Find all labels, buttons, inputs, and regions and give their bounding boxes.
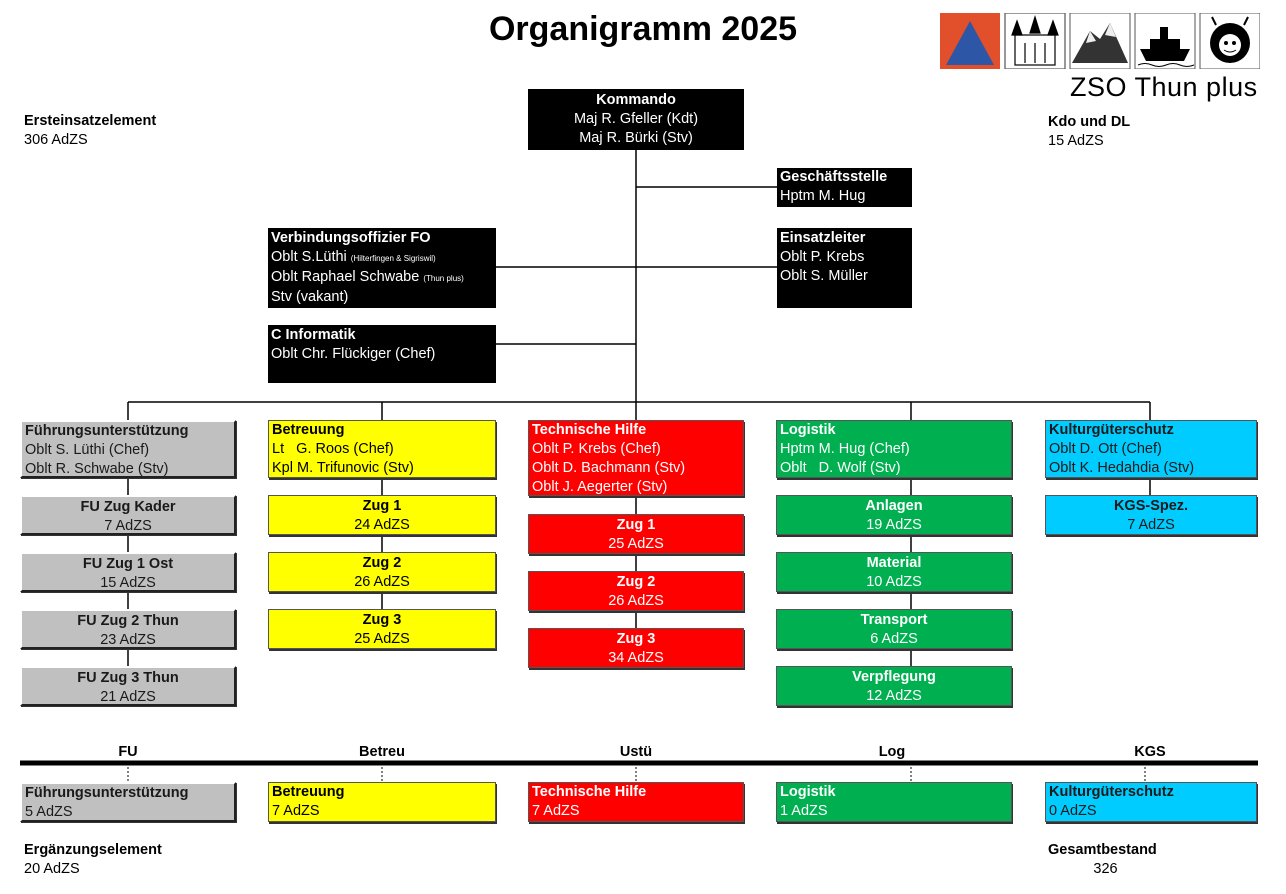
kgs-head-line1: Oblt D. Ott (Chef)	[1049, 441, 1162, 457]
civil-protection-triangle-logo	[940, 13, 1000, 69]
logistik-unit-name: Transport	[860, 612, 928, 628]
kgs-head-box	[1045, 420, 1257, 478]
logistik-head-box	[776, 420, 1012, 478]
kgs-unit-box	[1045, 495, 1257, 535]
betreuung-unit-box	[268, 495, 496, 535]
fu-head-title: Führungsunterstützung	[25, 423, 189, 439]
einsatzleiter-line2: Oblt S. Müller	[780, 268, 868, 284]
technische-head-box	[528, 420, 744, 496]
bottom-box-technische	[528, 782, 744, 822]
technische-head-line3: Oblt J. Aegerter (Stv)	[532, 479, 668, 495]
technische-unit-box	[528, 571, 744, 611]
kgs-head-title: Kulturgüterschutz	[1049, 422, 1174, 438]
technische-unit-name: Zug 1	[616, 517, 656, 533]
bottom-left-label: Ergänzungselement	[24, 842, 162, 858]
bottom-right-info	[1048, 841, 1163, 879]
right-info	[1048, 113, 1130, 151]
logistik-unit-name: Anlagen	[865, 498, 923, 514]
bottom-box-title: Führungsunterstützung	[25, 785, 189, 801]
verbindungsoffizier-line1: Oblt S.Lüthi	[271, 249, 347, 265]
technische-head-line1: Oblt P. Krebs (Chef)	[532, 441, 661, 457]
technische-unit-name: Zug 3	[616, 631, 656, 647]
bottom-right-value: 326	[1093, 861, 1118, 877]
kommando-title: Kommando	[596, 92, 676, 108]
ship-logo	[1135, 13, 1195, 69]
technische-unit-box	[528, 628, 744, 668]
betreuung-unit-count: 25 AdZS	[354, 631, 410, 647]
technische-unit-count: 34 AdZS	[608, 650, 664, 666]
bottom-box-count: 7 AdZS	[532, 803, 580, 819]
geschaeftsstelle-title: Geschäftsstelle	[780, 169, 888, 185]
informatik-line1: Oblt Chr. Flückiger (Chef)	[271, 346, 436, 362]
left-info-label: Ersteinsatzelement	[24, 113, 157, 129]
fu-unit-count: 7 AdZS	[104, 518, 152, 534]
informatik-title: C Informatik	[271, 327, 356, 343]
verbindungsoffizier-line2-note: (Thun plus)	[423, 274, 464, 283]
bottom-header-ustue: Ustü	[619, 744, 653, 760]
verbindungsoffizier-line1-note: (Hilterfingen & Sigriswil)	[350, 254, 436, 263]
betreuung-head-box	[268, 420, 496, 478]
fu-unit-box	[20, 495, 236, 535]
logistik-unit-count: 10 AdZS	[866, 574, 922, 590]
bottom-header-log: Log	[878, 744, 906, 760]
castle-logo	[1005, 13, 1065, 69]
verbindungsoffizier-line3: Stv (vakant)	[271, 289, 349, 305]
bottom-box-count: 5 AdZS	[25, 804, 73, 820]
bottom-header-kgs: KGS	[1134, 744, 1166, 760]
technische-head-line2: Oblt D. Bachmann (Stv)	[532, 460, 686, 476]
logistik-head-line2: Oblt D. Wolf (Stv)	[780, 460, 901, 476]
bottom-box-title: Betreuung	[272, 784, 345, 800]
betreuung-head-line1: Lt G. Roos (Chef)	[272, 441, 394, 457]
right-info-value: 15 AdZS	[1048, 133, 1104, 149]
betreuung-unit-count: 26 AdZS	[354, 574, 410, 590]
betreuung-unit-box	[268, 609, 496, 649]
bottom-box-count: 0 AdZS	[1049, 803, 1097, 819]
betreuung-unit-name: Zug 1	[362, 498, 402, 514]
fu-unit-name: FU Zug 1 Ost	[82, 556, 174, 572]
brand-name: ZSO Thun plus	[1070, 72, 1258, 102]
bottom-box-betreuung	[268, 782, 496, 822]
fu-unit-name: FU Zug Kader	[80, 499, 176, 515]
bottom-box-fu	[20, 782, 236, 822]
fu-head-line1: Oblt S. Lüthi (Chef)	[25, 442, 150, 458]
fu-unit-name: FU Zug 2 Thun	[77, 613, 179, 629]
technische-unit-box	[528, 514, 744, 554]
verbindungsoffizier-line2: Oblt Raphael Schwabe	[271, 269, 420, 285]
bottom-box-title: Logistik	[780, 784, 836, 800]
logistik-head-title: Logistik	[780, 422, 836, 438]
betreuung-head-title: Betreuung	[272, 422, 345, 438]
bottom-left-info	[24, 841, 162, 879]
betreuung-unit-name: Zug 3	[362, 612, 402, 628]
logistik-unit-count: 6 AdZS	[870, 631, 918, 647]
betreuung-unit-box	[268, 552, 496, 592]
mountain-logo	[1070, 13, 1130, 69]
logistik-unit-box	[776, 666, 1012, 706]
bottom-box-title: Technische Hilfe	[532, 784, 647, 800]
kgs-head-line2: Oblt K. Hedahdia (Stv)	[1049, 460, 1195, 476]
logistik-unit-box	[776, 495, 1012, 535]
einsatzleiter-line1: Oblt P. Krebs	[780, 249, 865, 265]
betreuung-unit-name: Zug 2	[362, 555, 402, 571]
einsatzleiter-title: Einsatzleiter	[780, 230, 866, 246]
fu-head-line2: Oblt R. Schwabe (Stv)	[25, 461, 169, 477]
logistik-head-line1: Hptm M. Hug (Chef)	[780, 441, 910, 457]
left-info	[24, 112, 156, 150]
logistik-unit-count: 19 AdZS	[866, 517, 922, 533]
kommando-line1: Maj R. Gfeller (Kdt)	[573, 111, 699, 127]
geschaeftsstelle-box	[777, 168, 912, 207]
kommando-line2: Maj R. Bürki (Stv)	[579, 130, 693, 146]
logistik-unit-name: Verpflegung	[852, 669, 936, 685]
logistik-unit-box	[776, 609, 1012, 649]
fu-unit-count: 21 AdZS	[100, 689, 156, 705]
informatik-box	[268, 325, 496, 383]
logistik-unit-count: 12 AdZS	[866, 688, 922, 704]
logo-strip	[940, 13, 1260, 69]
technische-head-title: Technische Hilfe	[532, 422, 647, 438]
bottom-box-count: 7 AdZS	[272, 803, 320, 819]
technische-unit-count: 26 AdZS	[608, 593, 664, 609]
kommando-box	[528, 89, 744, 150]
bottom-header-betreu: Betreu	[359, 744, 405, 760]
logistik-unit-name: Material	[866, 555, 922, 571]
verbindungsoffizier-box	[268, 228, 496, 308]
technische-unit-count: 25 AdZS	[608, 536, 664, 552]
fu-unit-name: FU Zug 3 Thun	[77, 670, 179, 686]
fu-unit-box	[20, 666, 236, 706]
betreuung-head-line2: Kpl M. Trifunovic (Stv)	[272, 460, 414, 476]
fu-head-box	[20, 420, 236, 478]
right-info-label: Kdo und DL	[1048, 114, 1131, 130]
technische-unit-name: Zug 2	[616, 574, 656, 590]
fu-unit-count: 23 AdZS	[100, 632, 156, 648]
verbindungsoffizier-title: Verbindungsoffizier FO	[271, 230, 431, 246]
bottom-right-label: Gesamtbestand	[1048, 842, 1157, 858]
bottom-box-count: 1 AdZS	[780, 803, 828, 819]
fu-unit-box	[20, 552, 236, 592]
lion-logo	[1200, 13, 1260, 69]
fu-unit-count: 15 AdZS	[100, 575, 156, 591]
bottom-left-value: 20 AdZS	[24, 861, 80, 877]
page-title: Organigramm 2025	[488, 10, 798, 48]
logistik-unit-box	[776, 552, 1012, 592]
geschaeftsstelle-line1: Hptm M. Hug	[780, 188, 866, 204]
bottom-box-kgs	[1045, 782, 1257, 822]
bottom-header-fu: FU	[118, 744, 138, 760]
kgs-unit-count: 7 AdZS	[1127, 517, 1175, 533]
bottom-box-title: Kulturgüterschutz	[1049, 784, 1174, 800]
betreuung-unit-count: 24 AdZS	[354, 517, 410, 533]
left-info-value: 306 AdZS	[24, 132, 88, 148]
einsatzleiter-box	[777, 228, 912, 308]
bottom-box-logistik	[776, 782, 1012, 822]
fu-unit-box	[20, 609, 236, 649]
kgs-unit-name: KGS-Spez.	[1113, 498, 1189, 514]
